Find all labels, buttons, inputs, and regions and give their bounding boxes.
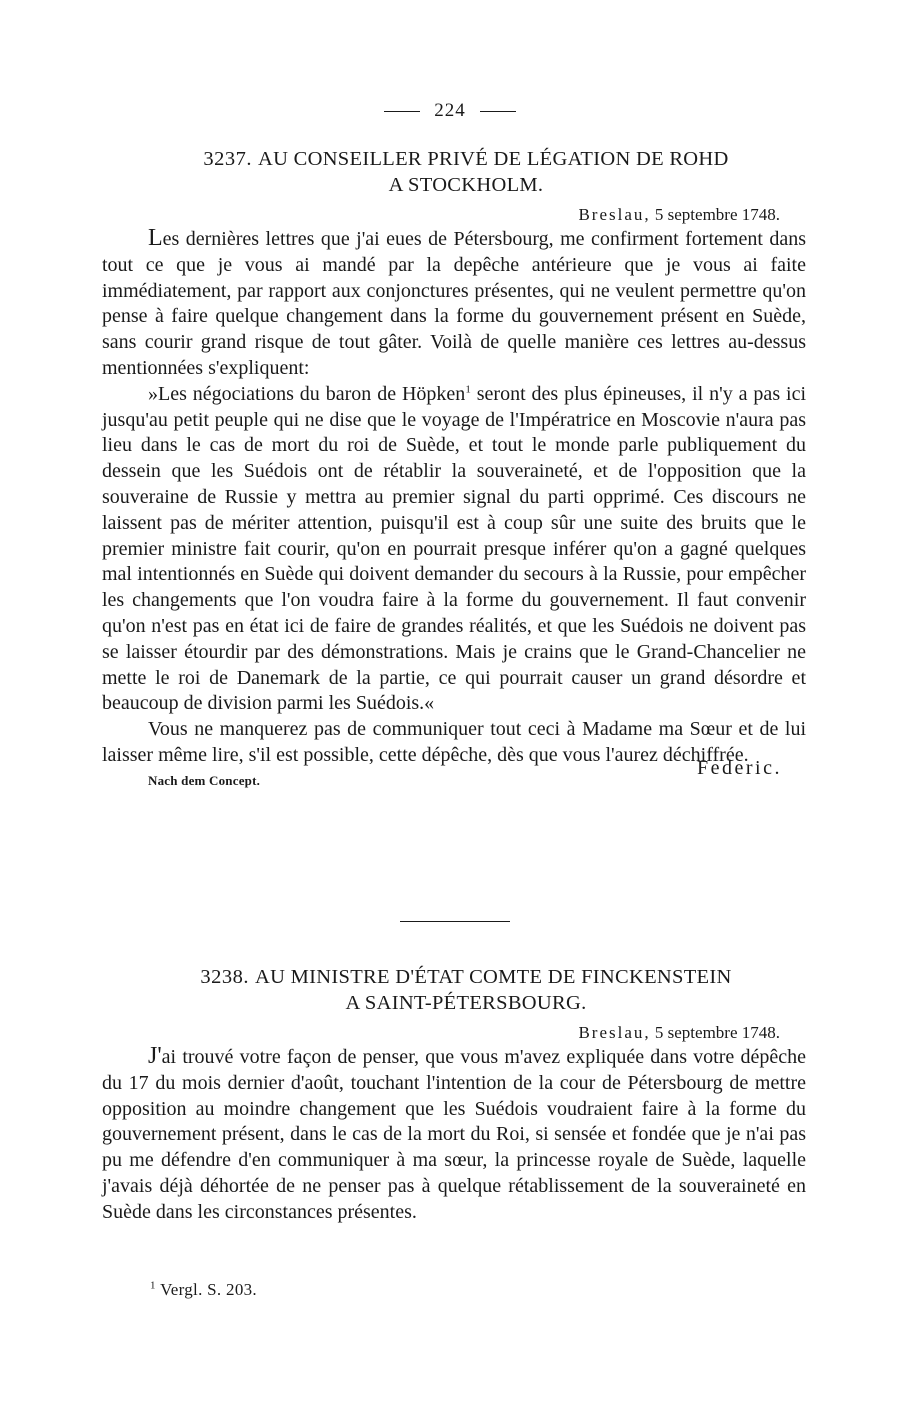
footnote-text: Vergl. S. 203. <box>160 1280 257 1299</box>
header-dash-right <box>480 111 516 112</box>
paragraph: J'ai trouvé votre façon de penser, que vous m'avez expliquée dans votre dépêche du 17 du mois dernier d'août, touchant l'intention de la cour de Pétersbourg de mettre opposition au moindre changement que les Suédois voudraient faire à la forme du gouvernement présent, dans le cas de la mort du Roi, si sensée et fondée que je n'ai pas pu me défendre d'en communiquer à ma sœur, la princesse royale de Suède, laquelle j'avais déjà déhortée de ne penser pas à quelque rétablissement de la souveraineté en Suède dans les circonstances présentes. <box>102 1043 806 1223</box>
dateline-place: Breslau, <box>578 205 651 224</box>
page-header <box>0 100 900 122</box>
paragraph: Les dernières lettres que j'ai eues de Pétersbourg, me confirment fortement dans tout ce que je vous ai mandé par la depêche antérieure que je vous ai faite immédiatement, par rapport aux conjonctures présentes, qui ne veulent permettre qu'on pense à faire quelque changement dans la forme du gouvernement présent en Suède, sans courir grand risque de tout gâter. Voilà de quelle manière ces lettres au-dessus mentionnées s'expliquent: <box>102 225 806 379</box>
letter-title-line1 <box>102 146 806 172</box>
letter-number: 3237. <box>203 148 252 170</box>
quote-opening: »Les négociations du baron de Höpken <box>148 382 466 405</box>
dateline-place: Breslau, <box>578 1023 651 1042</box>
letter-number: 3238. <box>200 966 249 988</box>
paragraph-quote <box>102 382 806 717</box>
letter-title-line2: A SAINT-PÉTERSBOURG. <box>345 992 587 1014</box>
dateline <box>102 1022 806 1044</box>
letter-title-line1 <box>102 964 806 990</box>
letter-3238 <box>102 964 806 1226</box>
quote-body: seront des plus épineuses, il n'y a pas ici jusqu'au petit peuple qui ne dise que le voyage de l'Impératrice en Moscovie n'aura pas lieu dans le cas de mort du roi de Suède, et tout le monde parle publiquement du dessein que les Suédois ont de rétablir la souveraineté, et de l'opposition que la souveraine de Russie y mettra au premier signal du parti opprimé. Ces discours ne laissent pas de mériter attention, puisqu'il est à coup sûr une suite des bruits que le premier ministre fait courir, qu'on en pourrait presque inférer qu'on a gagné quelques mal intentionnés en Suède qui doivent demander du secours à la Russie, pour empêcher les changements que l'on voudra faire à la forme du gouvernement. Il faut convenir qu'on n'est pas en état ici de faire de grandes réalités, et que les Suédois ne doivent pas se laisser étourdir par des démonstrations. Mais je crains que le Grand-Chancelier ne mette le roi de Danemark de la partie, ce qui pourrait causer un grand désordre et beaucoup de division parmi les Suédois.« <box>102 382 807 715</box>
letter-heading <box>102 964 806 1016</box>
source-note: Nach dem Concept. <box>148 772 261 788</box>
paragraph: Vous ne manquerez pas de communiquer tout ceci à Madame ma Sœur et de lui laisser même lire, s'il est possible, cette dépêche, dès que vous l'aurez déchiffrée. <box>102 718 806 766</box>
signature: Federic. <box>697 756 782 779</box>
letter-title: AU MINISTRE D'ÉTAT COMTE DE FINCKENSTEIN <box>255 966 732 988</box>
letter-title-line2: A STOCKHOLM. <box>388 174 544 196</box>
dateline-date: 5 septembre 1748. <box>654 205 780 224</box>
footnote-reference: 1 <box>465 383 471 396</box>
letter-closing <box>102 756 806 799</box>
letter-3237 <box>102 146 806 799</box>
footnote <box>150 1280 257 1300</box>
header-dash-left <box>384 111 420 112</box>
dateline <box>102 204 806 226</box>
page-number: 224 <box>434 100 466 121</box>
footnote-mark: 1 <box>150 1279 156 1292</box>
section-divider <box>400 921 510 922</box>
letter-title: AU CONSEILLER PRIVÉ DE LÉGATION DE ROHD <box>257 148 729 170</box>
dateline-date: 5 septembre 1748. <box>654 1023 780 1042</box>
letter-heading <box>102 146 806 198</box>
